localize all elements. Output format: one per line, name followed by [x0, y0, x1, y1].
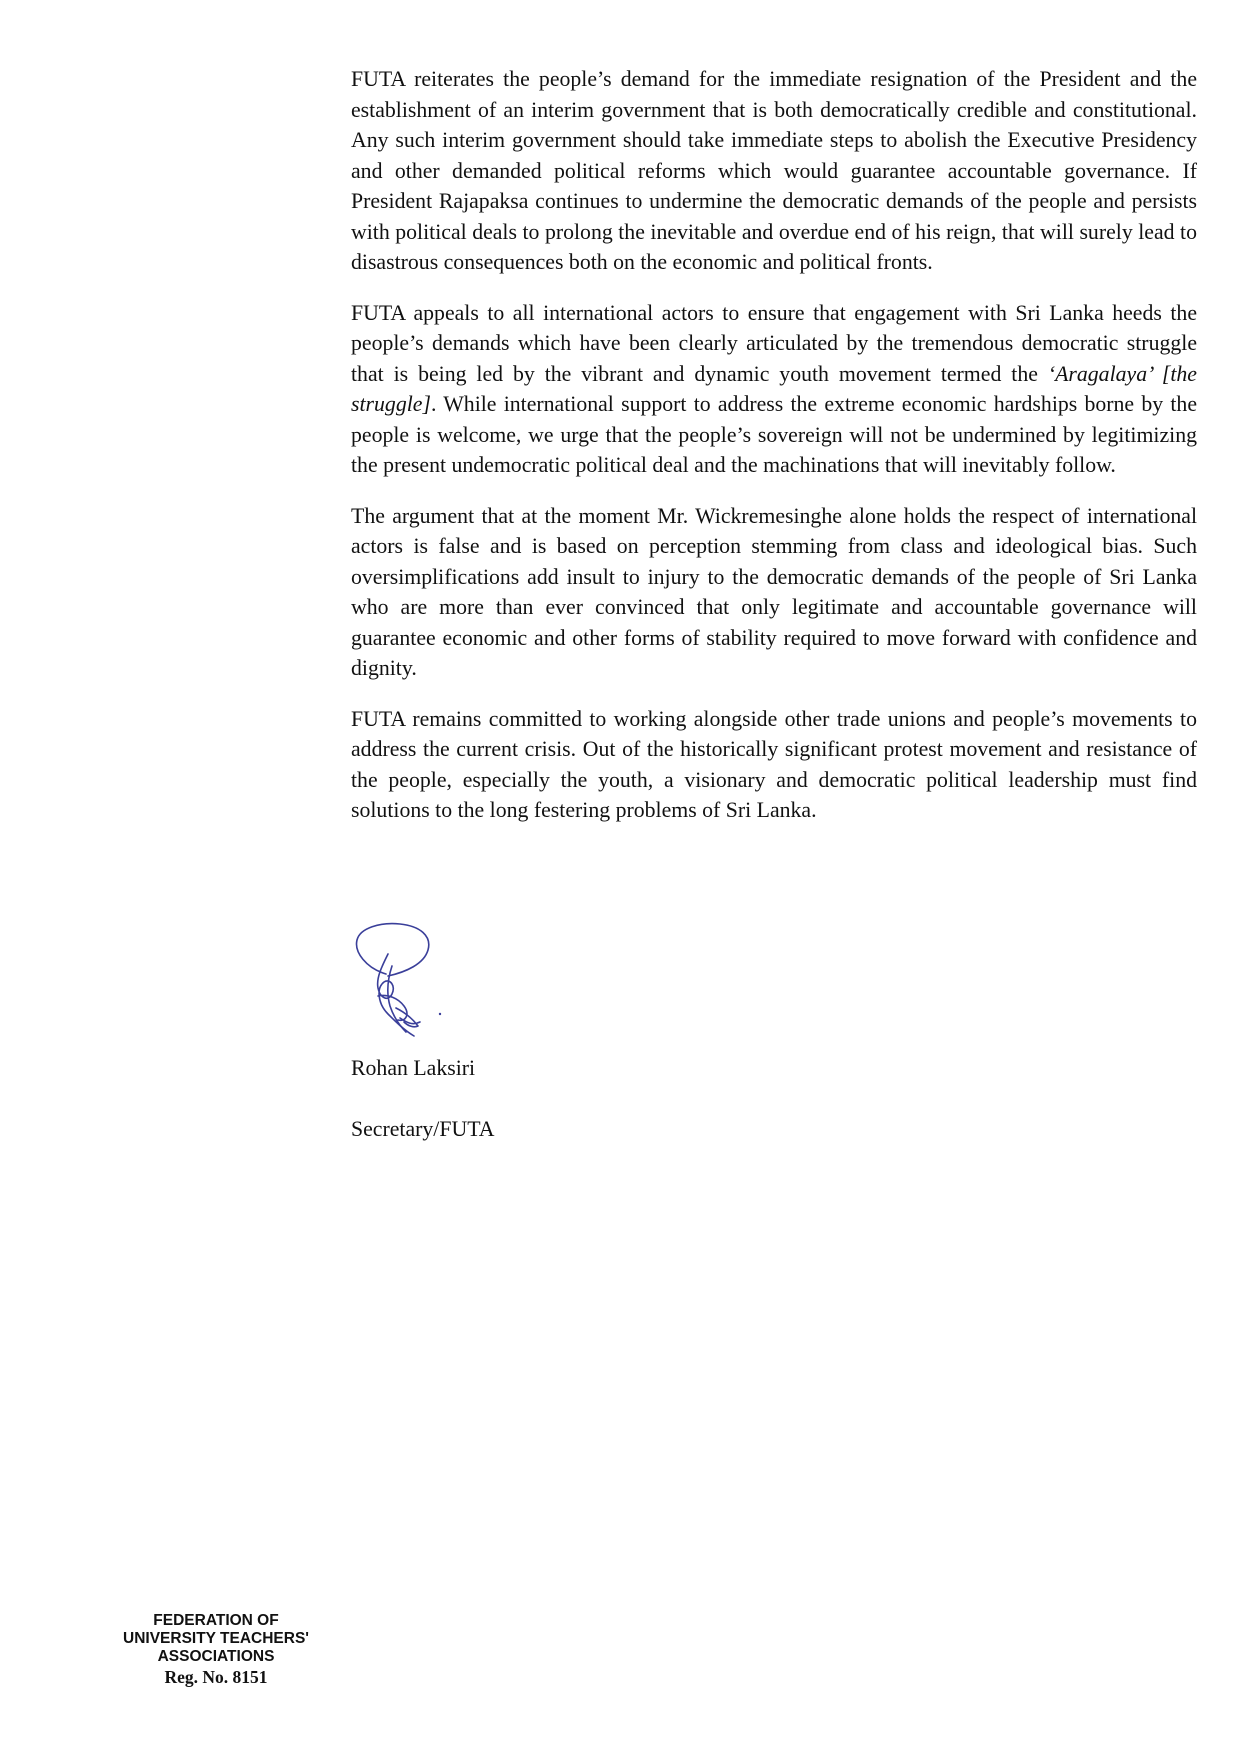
footer-org-line: FEDERATION OF [153, 1612, 279, 1629]
paragraph-wickremesinghe-argument: The argument that at the moment Mr. Wickremesinghe alone holds the respect of international actors is false and is based on perception stemming from class and ideological bias. Such oversimplifications add insult to injury to the democratic demands of the people of Sri Lanka who are more than ever convinced that only legitimate and accountable governance will guarantee economic and other forms of stability required to move forward with confidence and dignity. [351, 503, 1197, 680]
footer-org-line: UNIVERSITY TEACHERS' [123, 1630, 309, 1647]
paragraph-futa-commitment: FUTA remains committed to working alongside other trade unions and people’s movements to address the current crisis. Out of the historically significant protest movement and resistance of the people, especially the youth, a visionary and democratic political leadership must find solutions to the long festering problems of Sri Lanka. [351, 706, 1197, 822]
paragraph-text-after-term: . While international support to address the extreme economic hardships borne by the people is welcome, we urge that the people’s sovereign will not be undermined by legitimizing the present undemocratic political deal and the machinations that will inevitably follow. [351, 392, 1197, 477]
footer-registration-number: Reg. No. 8151 [164, 1667, 268, 1687]
signatory-title: Secretary/FUTA [351, 1117, 495, 1141]
paragraph-interim-government: FUTA reiterates the people’s demand for the immediate resignation of the President and the establishment of an interim government that is both democratically credible and constitutional. Any such interim government should take immediate steps to abolish the Executive Presidency and other demanded political reforms which would guarantee accountable governance. If President Rajapaksa continues to undermine the democratic demands of the people and persists with political deals to prolong the inevitable and overdue end of his reign, that will surely lead to disastrous consequences both on the economic and political fronts. [351, 67, 1197, 274]
aragalaya-term: ‘Aragalaya’ [the struggle] [351, 361, 1197, 416]
signatory-name: Rohan Laksiri [351, 1056, 476, 1080]
paragraph-international-actors [351, 298, 1197, 481]
paragraph-text-before-term: FUTA appeals to all international actors to ensure that engagement with Sri Lanka heeds the people’s demands which have been clearly articulated by the tremendous democratic struggle that is being led by the vibrant and dynamic youth movement termed the [351, 300, 1197, 386]
footer-organization-block [104, 1612, 328, 1688]
letter-body [351, 64, 1197, 846]
footer-org-line: ASSOCIATIONS [157, 1648, 275, 1665]
signature-image [348, 922, 458, 1040]
